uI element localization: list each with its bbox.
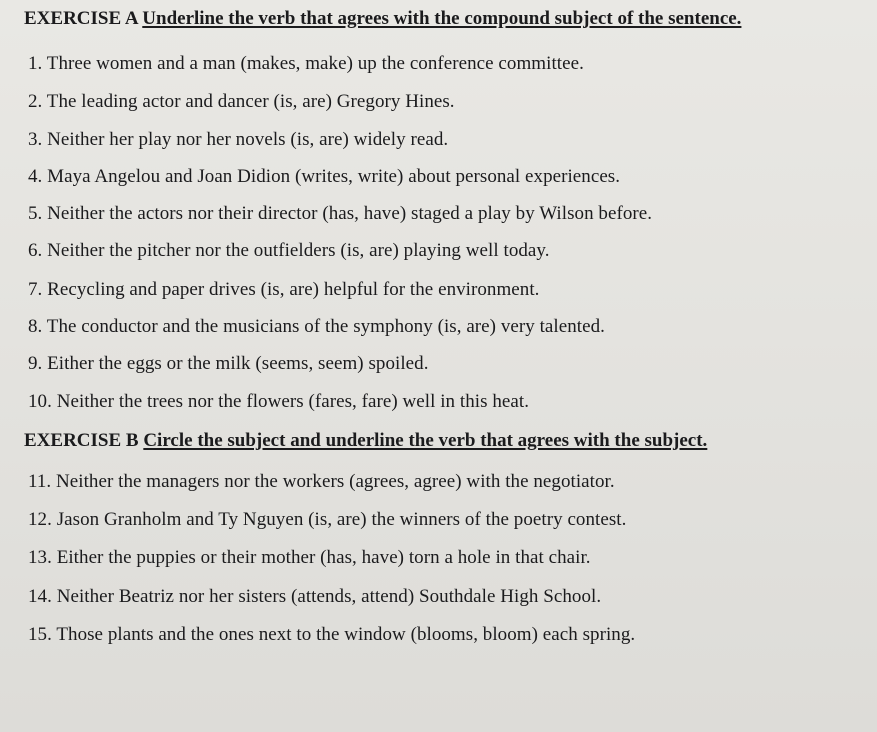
exercise-b-item-14: 14. Neither Beatriz nor her sisters (attends, attend) Southdale High School. <box>28 586 602 607</box>
exercise-a-item-6: 6. Neither the pitcher nor the outfielders (is, are) playing well today. <box>28 240 550 261</box>
exercise-a-item-8: 8. The conductor and the musicians of the symphony (is, are) very talented. <box>28 316 605 337</box>
exercise-a-item-9: 9. Either the eggs or the milk (seems, seem) spoiled. <box>28 353 429 374</box>
exercise-a-item-1: 1. Three women and a man (makes, make) up the conference committee. <box>28 53 584 74</box>
exercise-b-item-15: 15. Those plants and the ones next to the window (blooms, bloom) each spring. <box>28 624 636 645</box>
exercise-b-item-13: 13. Either the puppies or their mother (has, have) torn a hole in that chair. <box>28 547 591 568</box>
exercise-b-instruction: Circle the subject and underline the verb that agrees with the subject. <box>143 430 708 451</box>
exercise-a-item-2: 2. The leading actor and dancer (is, are) Gregory Hines. <box>28 91 455 112</box>
exercise-a-item-7: 7. Recycling and paper drives (is, are) helpful for the environment. <box>28 279 540 300</box>
exercise-a-item-10: 10. Neither the trees nor the flowers (fares, fare) well in this heat. <box>28 391 529 412</box>
exercise-b-item-11: 11. Neither the managers nor the workers (agrees, agree) with the negotiator. <box>28 471 615 492</box>
exercise-b-label: EXERCISE B <box>24 430 139 451</box>
exercise-a-label: EXERCISE A <box>24 8 138 29</box>
exercise-b-heading <box>24 430 707 452</box>
exercise-a-heading <box>24 8 741 30</box>
exercise-a-item-5: 5. Neither the actors nor their director (has, have) staged a play by Wilson before. <box>28 203 653 224</box>
exercise-a-item-3: 3. Neither her play nor her novels (is, are) widely read. <box>28 129 449 150</box>
exercise-a-item-4: 4. Maya Angelou and Joan Didion (writes, write) about personal experiences. <box>28 166 621 187</box>
exercise-a-instruction: Underline the verb that agrees with the compound subject of the sentence. <box>142 8 742 29</box>
exercise-b-item-12: 12. Jason Granholm and Ty Nguyen (is, are) the winners of the poetry contest. <box>28 509 627 530</box>
